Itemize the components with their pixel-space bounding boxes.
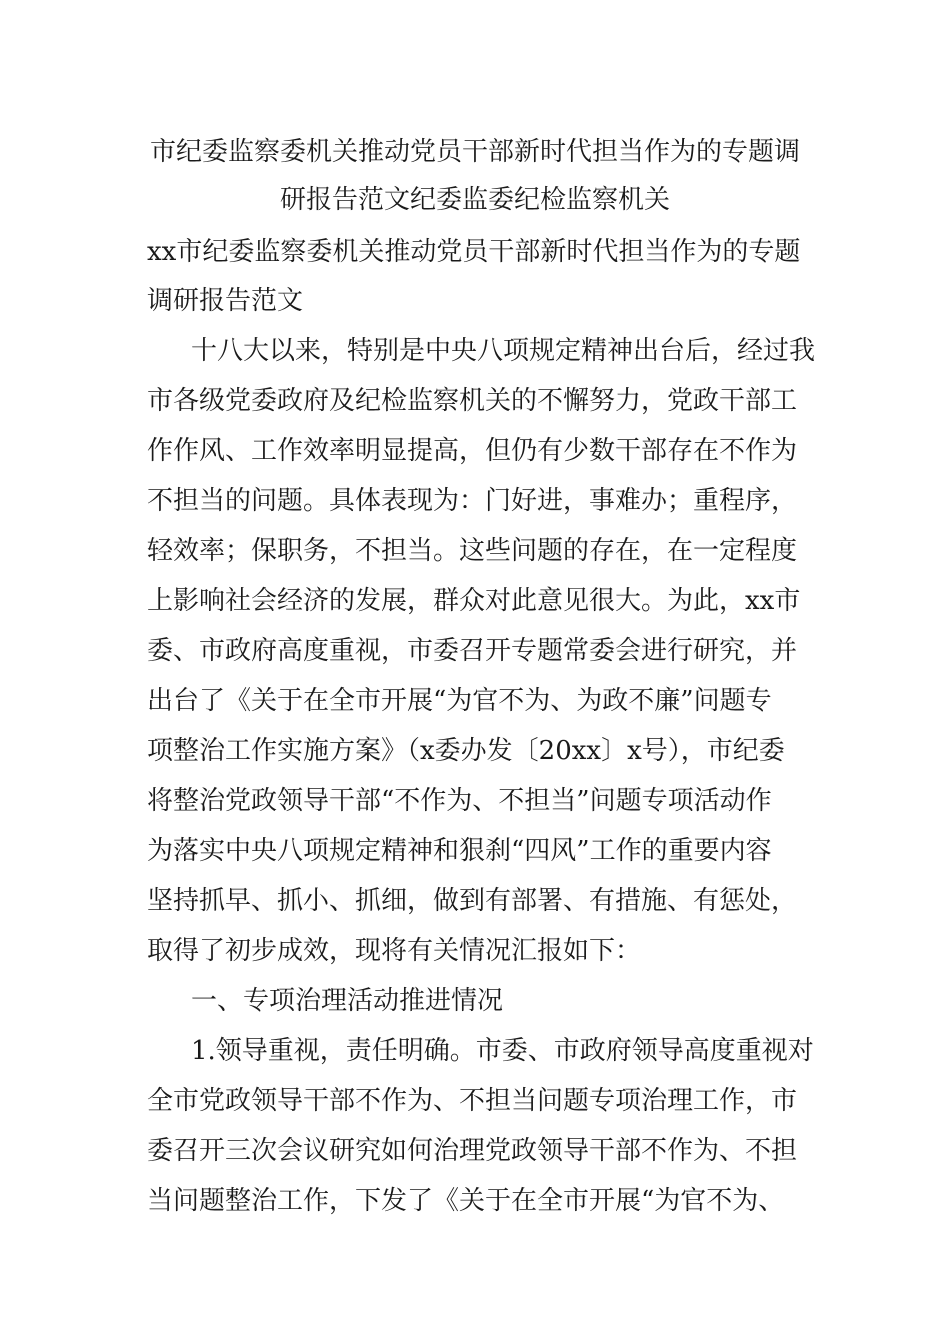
body-line: 当问题整治工作，下发了《关于在全市开展“为官不为、 <box>147 1186 785 1216</box>
body-line: 轻效率；保职务，不担当。这些问题的存在，在一定程度 <box>147 536 798 566</box>
body-line: 不担当的问题。具体表现为：门好进，事难办；重程序， <box>147 486 798 516</box>
document-title-line-1: 市纪委监察委机关推动党员干部新时代担当作为的专题调 <box>149 137 800 167</box>
body-line: 坚持抓早、抓小、抓细，做到有部署、有措施、有惩处， <box>147 886 798 916</box>
body-line: 为落实中央八项规定精神和狠刹“四风”工作的重要内容 <box>147 836 772 866</box>
body-line: 委、市政府高度重视，市委召开专题常委会进行研究，并 <box>147 636 798 666</box>
body-line: 项整治工作实施方案》（x委办发〔20xx〕x号），市纪委 <box>147 736 785 766</box>
body-line: 上影响社会经济的发展，群众对此意见很大。为此，xx市 <box>147 586 801 616</box>
section-heading: 一、专项治理活动推进情况 <box>191 986 504 1016</box>
body-line: 将整治党政领导干部“不作为、不担当”问题专项活动作 <box>147 786 772 816</box>
document-title-line-2: 研报告范文纪委监委纪检监察机关 <box>279 185 670 215</box>
body-line: 1.领导重视，责任明确。市委、市政府领导高度重视对 <box>191 1036 814 1066</box>
body-line: 出台了《关于在全市开展“为官不为、为政不廉”问题专 <box>147 686 772 716</box>
body-line: 委召开三次会议研究如何治理党政领导干部不作为、不担 <box>147 1136 798 1166</box>
body-line: 全市党政领导干部不作为、不担当问题专项治理工作，市 <box>147 1086 798 1116</box>
subtitle-line-2: 调研报告范文 <box>147 286 304 316</box>
body-line: 取得了初步成效，现将有关情况汇报如下： <box>147 936 642 966</box>
body-line: 十八大以来，特别是中央八项规定精神出台后，经过我 <box>191 336 816 366</box>
body-line: 作作风、工作效率明显提高，但仍有少数干部存在不作为 <box>147 436 798 466</box>
body-line: 市各级党委政府及纪检监察机关的不懈努力，党政干部工 <box>147 386 798 416</box>
subtitle-line-1: xx市纪委监察委机关推动党员干部新时代担当作为的专题 <box>147 237 801 267</box>
